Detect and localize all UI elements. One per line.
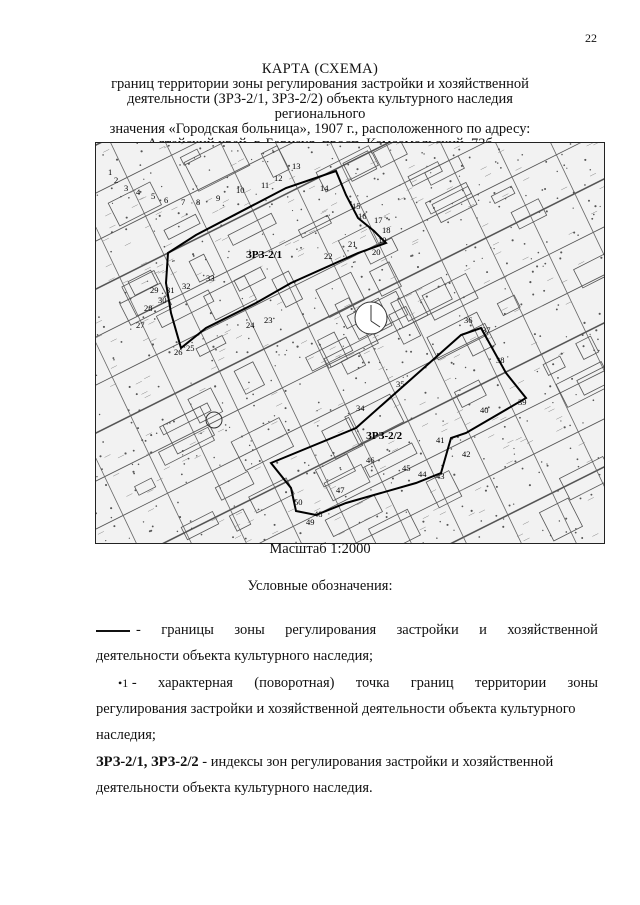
- legend-title: Условные обозначения:: [247, 578, 393, 594]
- boundary-point-label: 30: [158, 295, 167, 305]
- boundary-point-label: 37: [482, 325, 491, 335]
- legend-item-zone-index: [96, 749, 598, 801]
- legend-item-2-line-3: наследия;: [96, 727, 156, 743]
- boundary-point-label: 11: [261, 180, 270, 190]
- document-title: [80, 62, 560, 152]
- map-scale: Масштаб 1:2000: [269, 541, 371, 557]
- item1-word: хозяйственной: [507, 622, 598, 638]
- boundary-point-label: 50: [294, 497, 303, 507]
- boundary-point-label: 17: [374, 215, 383, 225]
- boundary-point-label: 48: [314, 509, 323, 519]
- item1-word: регулирования: [285, 622, 377, 638]
- boundary-point-label: 25: [186, 343, 195, 353]
- legend-item-2-line-2: регулирования застройки и хозяйственной деятельности объекта культурного: [96, 701, 576, 717]
- zone-index-bold: ЗРЗ-2/1, ЗРЗ-2/2: [96, 754, 199, 770]
- boundary-point-label: 1: [108, 167, 113, 177]
- legend-item-3-line-2: деятельности объекта культурного наследия.: [96, 780, 373, 796]
- boundary-point-label: 47: [336, 485, 345, 495]
- boundary-point-label: 10: [236, 185, 245, 195]
- boundary-point-label: 13: [292, 161, 301, 171]
- zone-map: [95, 142, 605, 544]
- boundary-point-label: 4: [136, 187, 141, 197]
- boundary-point-label: 44: [418, 469, 427, 479]
- boundary-point-label: 22: [324, 251, 333, 261]
- title-line-2: границ территории зоны регулирования застройки и хозяйственной: [111, 76, 529, 92]
- boundary-point-label: 41: [436, 435, 445, 445]
- item2-word: зоны: [567, 675, 598, 691]
- boundary-line-symbol: -: [96, 617, 141, 643]
- boundary-point-label: 20: [372, 247, 381, 257]
- boundary-point-label: 32: [182, 281, 191, 291]
- item2-word: точка: [355, 675, 390, 691]
- title-line-3: деятельности (ЗРЗ-2/1, ЗРЗ-2/2) объекта культурного наследия регионального: [127, 91, 513, 122]
- boundary-point-label: 45: [402, 463, 411, 473]
- boundary-point-label: 5: [151, 191, 156, 201]
- boundary-point-label: 16: [358, 211, 367, 221]
- zone-label-1: ЗРЗ-2/1: [246, 249, 283, 261]
- boundary-point-label: 46: [366, 455, 375, 465]
- legend-item-3-line-1: ЗРЗ-2/1, ЗРЗ-2/2 - индексы зон регулирования застройки и хозяйственной: [96, 754, 554, 770]
- item1-word: и: [479, 622, 487, 638]
- boundary-point-label: 6: [164, 195, 169, 205]
- boundary-point-label: 36: [464, 315, 473, 325]
- legend-item-point: [96, 670, 598, 748]
- boundary-point-label: 28: [144, 303, 153, 313]
- boundary-point-label: 24: [246, 320, 255, 330]
- legend-item-1-line-2: деятельности объекта культурного наследия;: [96, 648, 374, 664]
- boundary-point-label: 8: [196, 197, 201, 207]
- boundary-point-label: 14: [320, 183, 329, 193]
- boundary-point-label: 3: [124, 183, 129, 193]
- boundary-point-label: 40: [480, 405, 489, 415]
- item1-word: границы: [161, 622, 214, 638]
- point-symbol: •1 -: [118, 675, 137, 691]
- item2-word: характерная: [158, 675, 233, 691]
- boundary-point-label: 7: [181, 197, 186, 207]
- item1-word: застройки: [396, 622, 459, 638]
- item1-word: зоны: [234, 622, 265, 638]
- title-line-4: значения «Городская больница», 1907 г., расположенного по адресу:: [109, 121, 531, 137]
- boundary-point-label: 9: [216, 193, 221, 203]
- item2-word: границ: [410, 675, 454, 691]
- boundary-point-label: 34: [356, 403, 365, 413]
- boundary-point-label: 23: [264, 315, 273, 325]
- item2-word: (поворотная): [254, 675, 335, 691]
- boundary-point-label: 39: [518, 397, 527, 407]
- boundary-point-label: 26: [174, 347, 183, 357]
- boundary-point-label: 15: [352, 201, 361, 211]
- item2-word: территории: [475, 675, 547, 691]
- boundary-point-label: 33: [206, 273, 215, 283]
- title-line-1: КАРТА (СХЕМА): [261, 61, 379, 77]
- boundary-point-label: 31: [166, 285, 175, 295]
- boundary-point-label: 49: [306, 517, 315, 527]
- boundary-point-label: 35: [396, 379, 405, 389]
- boundary-point-label: 42: [462, 449, 471, 459]
- boundary-point-label: 29: [150, 285, 159, 295]
- boundary-point-label: 21: [348, 239, 357, 249]
- boundary-point-label: 43: [436, 471, 445, 481]
- boundary-point-label: 27: [136, 320, 145, 330]
- boundary-point-label: 12: [274, 173, 283, 183]
- page-number: 22: [585, 31, 597, 45]
- boundary-point-label: 18: [382, 225, 391, 235]
- legend-item-boundary: [96, 617, 598, 669]
- zone-label-2: ЗРЗ-2/2: [366, 430, 403, 442]
- boundary-point-label: 38: [496, 355, 505, 365]
- boundary-point-label: 2: [114, 175, 119, 185]
- boundary-point-label: 19: [378, 235, 387, 245]
